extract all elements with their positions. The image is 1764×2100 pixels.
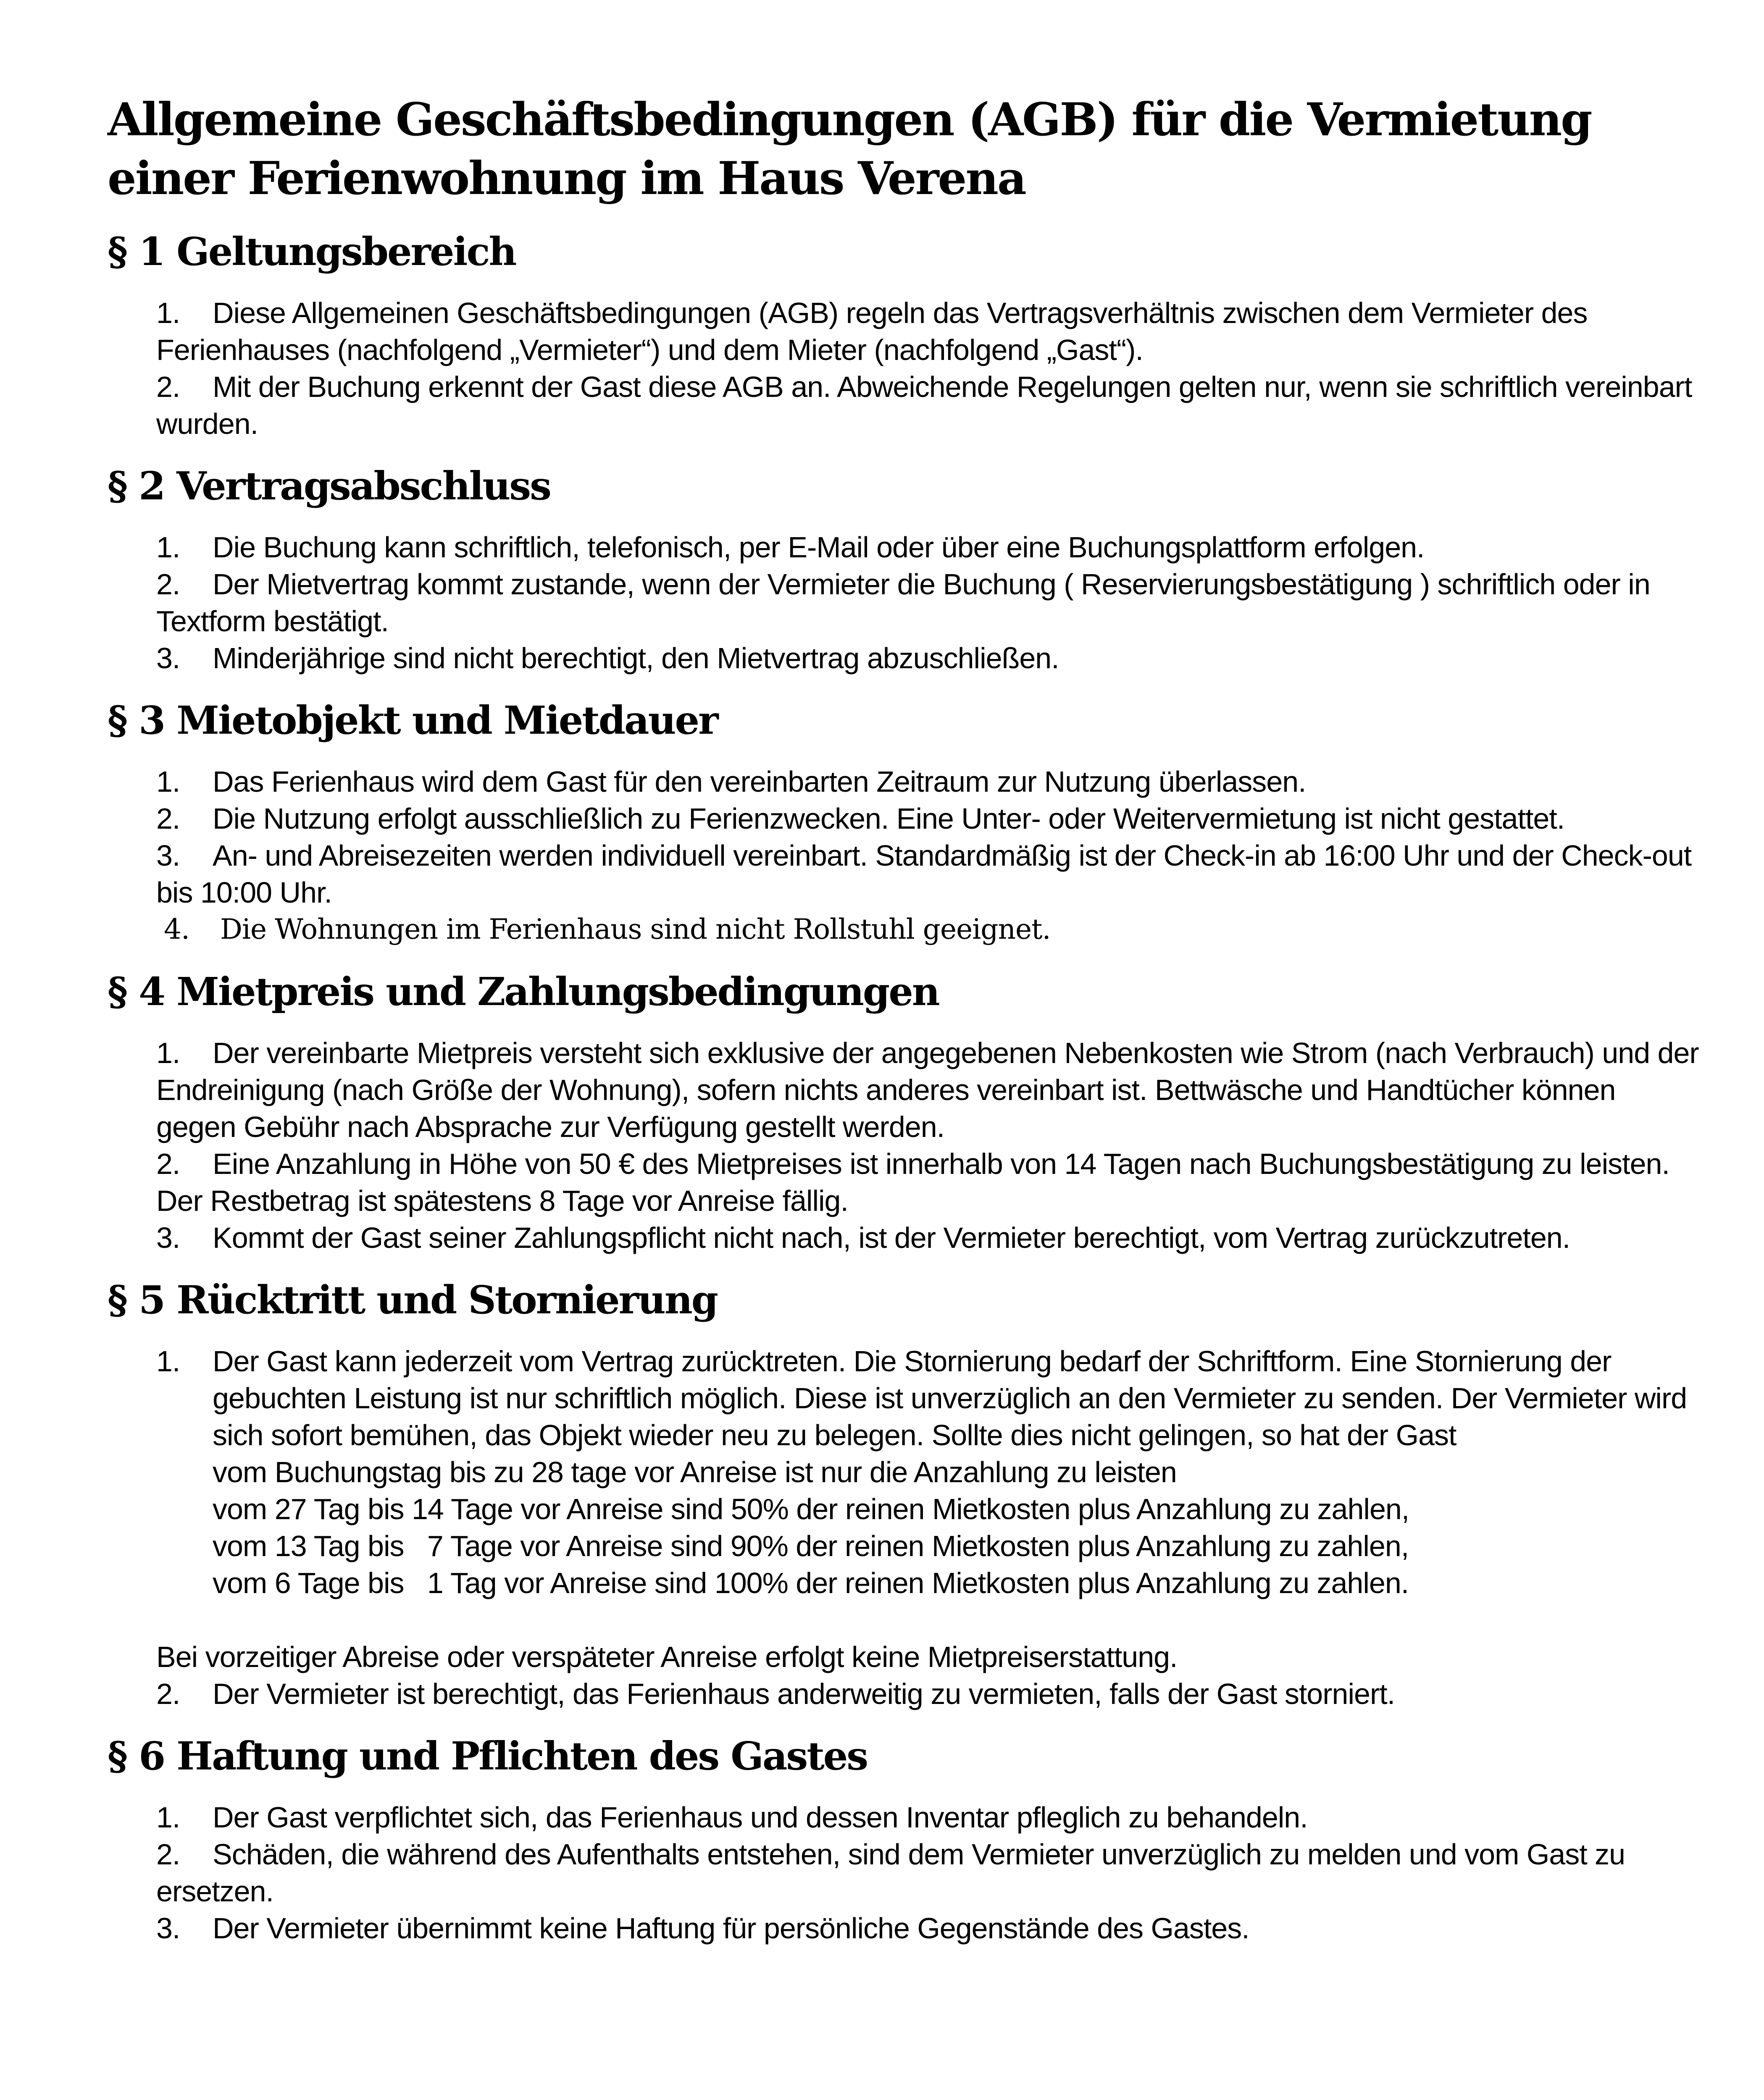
item-number: 2. (156, 1147, 180, 1180)
cancellation-schedule-row: vom 13 Tag bis 7 Tage vor Anreise sind 90% der reinen Mietkosten plus Anzahlung zu zahlen, (213, 1530, 1409, 1562)
section-5 (108, 1275, 1702, 1712)
section-heading-1: § 1 Geltungsbereich (108, 229, 516, 274)
item-number: 1. (156, 297, 180, 329)
section-2 (108, 461, 1702, 677)
section-6-item-3 (156, 1910, 1702, 1947)
item-text: Der Gast verpflichtet sich, das Ferienhaus und dessen Inventar pfleglich zu behandeln. (213, 1801, 1308, 1834)
section-6 (108, 1731, 1702, 1947)
section-4 (108, 966, 1702, 1256)
item-text: Mit der Buchung erkennt der Gast diese AGB an. Abweichende Regelungen gelten nur, wenn sie schriftlich vereinbart wurden. (156, 370, 1692, 440)
item-number: 2. (156, 802, 180, 835)
cancellation-schedule-row: vom 6 Tage bis 1 Tag vor Anreise sind 100% der reinen Mietkosten plus Anzahlung zu zahlen. (213, 1567, 1409, 1599)
item-number: 2. (156, 1677, 180, 1710)
section-6-list (156, 1799, 1702, 1947)
section-5-item-1-body (156, 1343, 1702, 1454)
section-4-item-1 (156, 1034, 1702, 1145)
section-4-item-3 (156, 1219, 1702, 1256)
item-number: 1. (156, 1801, 180, 1834)
item-number: 2. (156, 1838, 180, 1871)
item-text: Die Wohnungen im Ferienhaus sind nicht Rollstuhl geeignet. (220, 913, 1051, 945)
section-heading-4: § 4 Mietpreis und Zahlungsbedingungen (108, 969, 939, 1014)
section-heading-5: § 5 Rücktritt und Stornierung (108, 1277, 718, 1323)
item-text: Minderjährige sind nicht berechtigt, den Mietvertrag abzuschließen. (213, 642, 1059, 675)
section-3-item-1 (156, 763, 1702, 800)
section-3-item-2 (156, 800, 1702, 837)
section-1-item-1 (156, 294, 1702, 368)
section-4-item-2 (156, 1145, 1702, 1219)
item-text: Schäden, die während des Aufenthalts entstehen, sind dem Vermieter unverzüglich zu melden und vom Gast zu ersetzen. (156, 1838, 1625, 1908)
section-5-list (156, 1343, 1702, 1712)
cancellation-schedule-row: vom Buchungstag bis zu 28 tage vor Anreise ist nur die Anzahlung zu leisten (213, 1456, 1177, 1488)
item-number: 1. (156, 765, 180, 798)
item-number: 1. (156, 1037, 180, 1069)
item-number: 3. (156, 642, 180, 675)
section-2-item-3 (156, 640, 1702, 677)
section-1-item-2 (156, 368, 1702, 442)
section-5-note: Bei vorzeitiger Abreise oder verspäteter Anreise erfolgt keine Mietpreiserstattung. (156, 1641, 1178, 1673)
section-2-item-2 (156, 566, 1702, 640)
item-text: Kommt der Gast seiner Zahlungspflicht nicht nach, ist der Vermieter berechtigt, vom Vertrag zurückzutreten. (213, 1221, 1570, 1254)
section-heading-3: § 3 Mietobjekt und Mietdauer (108, 698, 718, 743)
section-6-item-2 (156, 1836, 1702, 1910)
item-text: Der Vermieter ist berechtigt, das Ferienhaus anderweitig zu vermieten, falls der Gast storniert. (213, 1677, 1395, 1710)
item-number: 4. (164, 913, 189, 945)
item-number: 3. (156, 839, 180, 872)
item-number: 3. (156, 1221, 180, 1254)
item-text: Das Ferienhaus wird dem Gast für den vereinbarten Zeitraum zur Nutzung überlassen. (213, 765, 1306, 798)
item-text: Der Gast kann jederzeit vom Vertrag zurücktreten. Die Stornierung bedarf der Schriftform. Eine Stornierung der gebuchten Leistung ist nur schriftlich möglich. Diese ist unverzüglich an den Vermieter zu senden. Der Vermieter wird sich sofort bemühen, das Objekt wieder neu zu belegen. Sollte dies nicht gelingen, so hat der Gast (213, 1345, 1687, 1452)
item-text: Der vereinbarte Mietpreis versteht sich exklusive der angegebenen Nebenkosten wie Strom (nach Verbrauch) und der Endreinigung (nach Größe der Wohnung), sofern nichts anderes vereinbart ist. Bettwäsche und Handtücher können gegen Gebühr nach Absprache zur Verfügung gestellt werden. (156, 1037, 1699, 1143)
section-5-item-1 (156, 1343, 1702, 1601)
section-3-list (156, 763, 1702, 948)
section-1-list (156, 294, 1702, 442)
section-heading-6: § 6 Haftung und Pflichten des Gastes (108, 1733, 868, 1779)
item-number: 1. (156, 531, 180, 564)
section-5-item-2 (156, 1675, 1702, 1712)
item-text: Die Nutzung erfolgt ausschließlich zu Ferienzwecken. Eine Unter- oder Weitervermietung ist nicht gestattet. (213, 802, 1565, 835)
item-number: 3. (156, 1912, 180, 1945)
item-text: An- und Abreisezeiten werden individuell vereinbart. Standardmäßig ist der Check-in ab 16:00 Uhr und der Check-out bis 10:00 Uhr. (156, 839, 1692, 909)
item-text: Diese Allgemeinen Geschäftsbedingungen (AGB) regeln das Vertragsverhältnis zwischen dem Vermieter des Ferienhauses (nachfolgend „Vermieter“) und dem Mieter (nachfolgend „Gast“). (156, 297, 1588, 366)
section-3-item-3 (156, 837, 1702, 911)
section-3 (108, 695, 1702, 948)
item-number: 2. (156, 370, 180, 403)
item-number: 2. (156, 568, 180, 601)
section-2-item-1 (156, 529, 1702, 566)
blank-line (156, 1601, 1702, 1638)
section-6-item-1 (156, 1799, 1702, 1836)
section-heading-2: § 2 Vertragsabschluss (108, 463, 550, 509)
section-3-item-4 (164, 911, 1702, 948)
item-text: Die Buchung kann schriftlich, telefonisch, per E-Mail oder über eine Buchungsplattform erfolgen. (213, 531, 1425, 564)
section-2-list (156, 529, 1702, 677)
section-1 (108, 226, 1702, 442)
cancellation-schedule-row: vom 27 Tag bis 14 Tage vor Anreise sind 50% der reinen Mietkosten plus Anzahlung zu zahlen, (213, 1493, 1409, 1525)
item-text: Eine Anzahlung in Höhe von 50 € des Mietpreises ist innerhalb von 14 Tagen nach Buchungsbestätigung zu leisten. Der Restbetrag ist spätestens 8 Tage vor Anreise fällig. (156, 1147, 1669, 1217)
document-title: Allgemeine Geschäftsbedingungen (AGB) für die Vermietung einer Ferienwohnung im Haus Verena (108, 93, 1591, 205)
section-4-list (156, 1034, 1702, 1256)
item-text: Der Vermieter übernimmt keine Haftung für persönliche Gegenstände des Gastes. (213, 1912, 1249, 1945)
item-number: 1. (156, 1345, 180, 1378)
item-text: Der Mietvertrag kommt zustande, wenn der Vermieter die Buchung ( Reservierungsbestätigung ) schriftlich oder in Textform bestätigt. (156, 568, 1650, 638)
